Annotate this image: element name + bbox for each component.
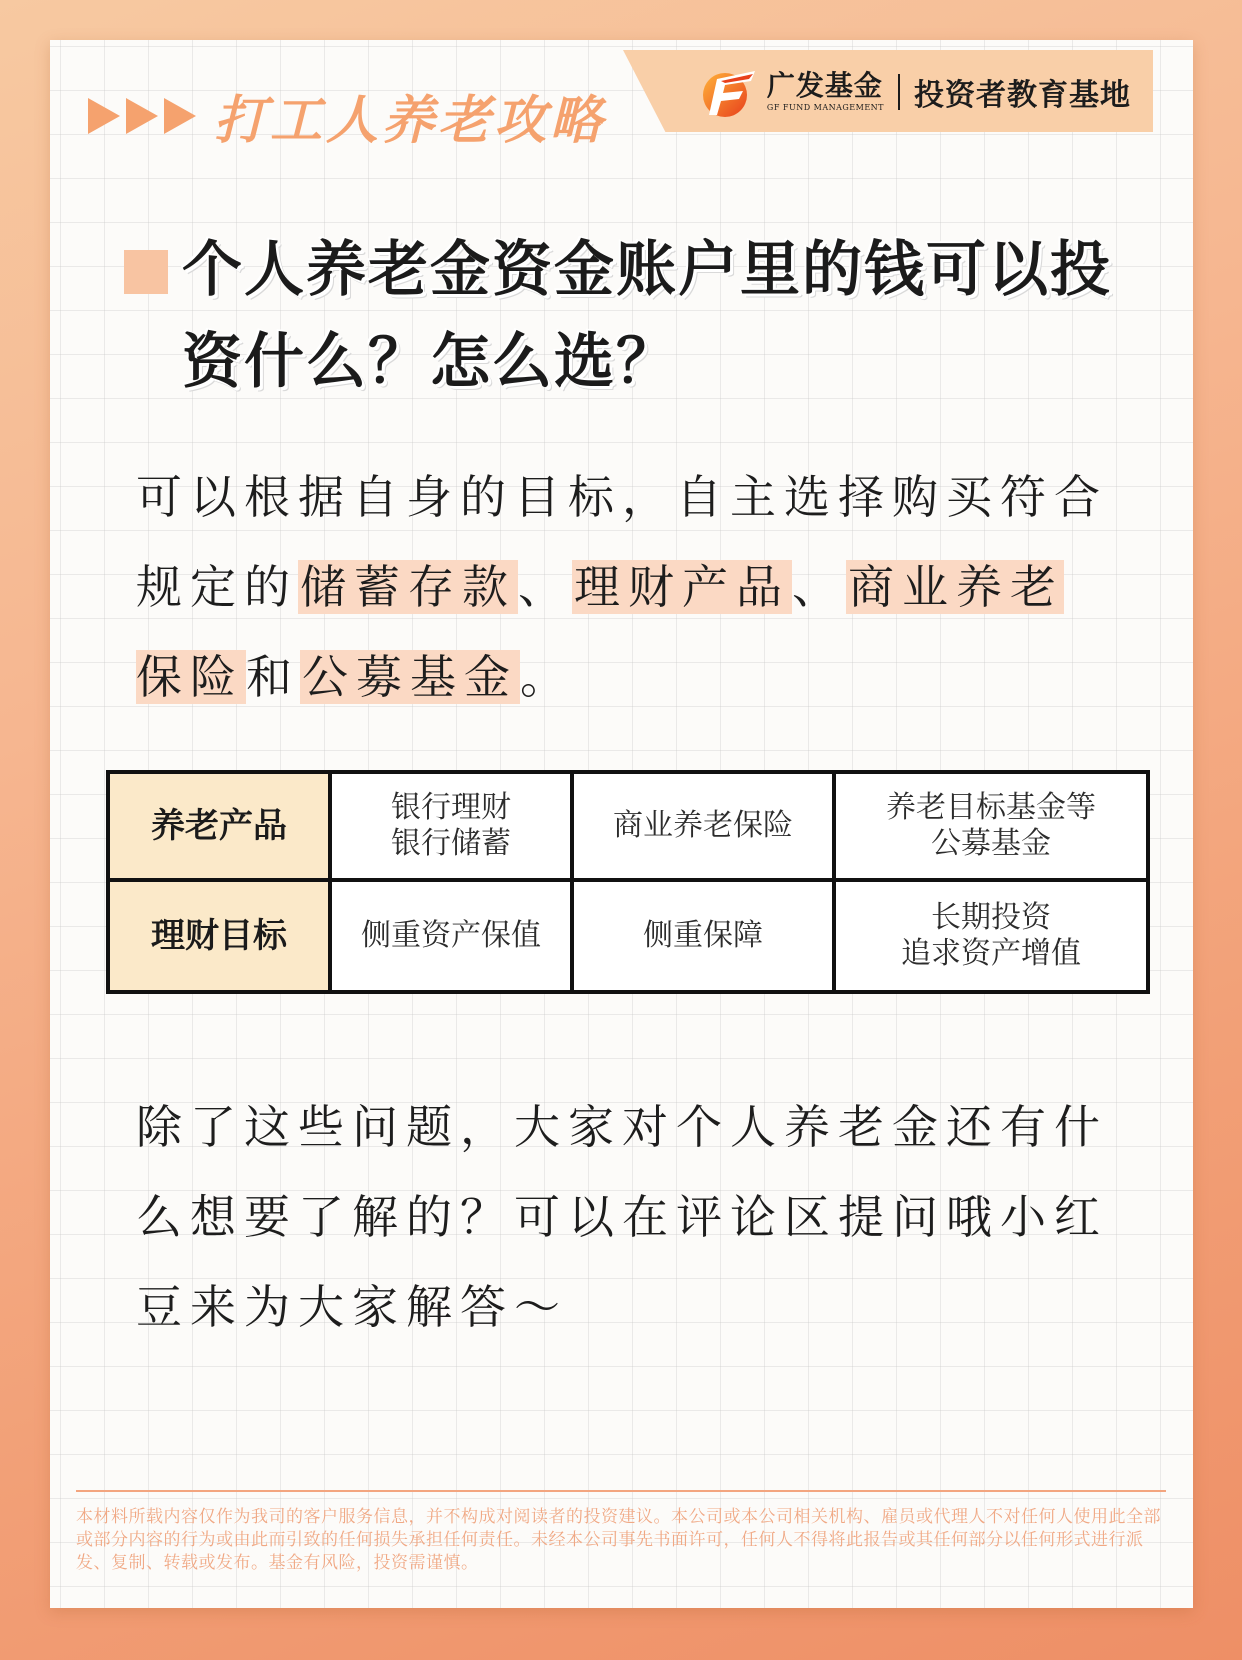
disclaimer-text: 本材料所载内容仅作为我司的客户服务信息，并不构成对阅读者的投资建议。本公司或本公司相关机构、雇员或代理人不对任何人使用此全部或部分内容的行为或由此而引致的任何损失承担任何责任。未经本公司事先书面许可，任何人不得将此报告或其任何部分以任何形式进行派发、复制、转载或发布。基金有风险，投资需谨慎。 xyxy=(76,1507,1161,1573)
question-heading: 个人养老金资金账户里的钱可以投资什么？怎么选？ xyxy=(182,235,1112,397)
brand-divider xyxy=(898,74,900,110)
comparison-table xyxy=(106,770,1150,994)
brand-header xyxy=(699,62,1131,122)
intro-separator: 、 xyxy=(518,560,572,614)
table-cell: 侧重资产保值 xyxy=(332,882,574,990)
table-row-header: 养老产品 xyxy=(110,774,332,882)
table-row-header: 理财目标 xyxy=(110,882,332,990)
brand-name-en: GF FUND MANAGEMENT xyxy=(766,103,884,112)
table-cell: 侧重保障 xyxy=(574,882,836,990)
intro-end: 。 xyxy=(520,650,574,704)
footer-divider xyxy=(76,1490,1166,1492)
square-bullet-icon xyxy=(124,250,168,294)
table-cell: 商业养老保险 xyxy=(574,774,836,882)
intro-separator: 和 xyxy=(246,650,300,704)
brand-tagline: 投资者教育基地 xyxy=(914,78,1131,113)
arrows-icon xyxy=(88,98,196,134)
highlight-insurance: 商业养老保险 xyxy=(136,560,1064,704)
intro-separator: 、 xyxy=(792,560,846,614)
content-card xyxy=(50,40,1193,1608)
page-title: 打工人养老攻略 xyxy=(214,91,607,151)
intro-paragraph xyxy=(136,452,1116,722)
table-cell: 长期投资 追求资产增值 xyxy=(901,900,1081,971)
table-cell: 银行理财 银行储蓄 xyxy=(332,774,574,882)
highlight-public-funds: 公募基金 xyxy=(302,650,518,704)
gf-logo-icon xyxy=(699,65,757,119)
header xyxy=(88,78,606,153)
table-cell: 养老目标基金等 公募基金 xyxy=(836,774,1146,882)
brand-name-cn: 广发基金 xyxy=(766,69,883,102)
highlight-wealth-products: 理财产品 xyxy=(574,560,790,614)
intro-text: 可以根据自身的目标，自主选择购买符合规定的 xyxy=(136,470,1108,614)
closing-paragraph: 除了这些问题，大家对个人养老金还有什么想要了解的？可以在评论区提问哦小红豆来为大家解答～ xyxy=(136,1100,1108,1334)
highlight-savings: 储蓄存款 xyxy=(300,560,516,614)
